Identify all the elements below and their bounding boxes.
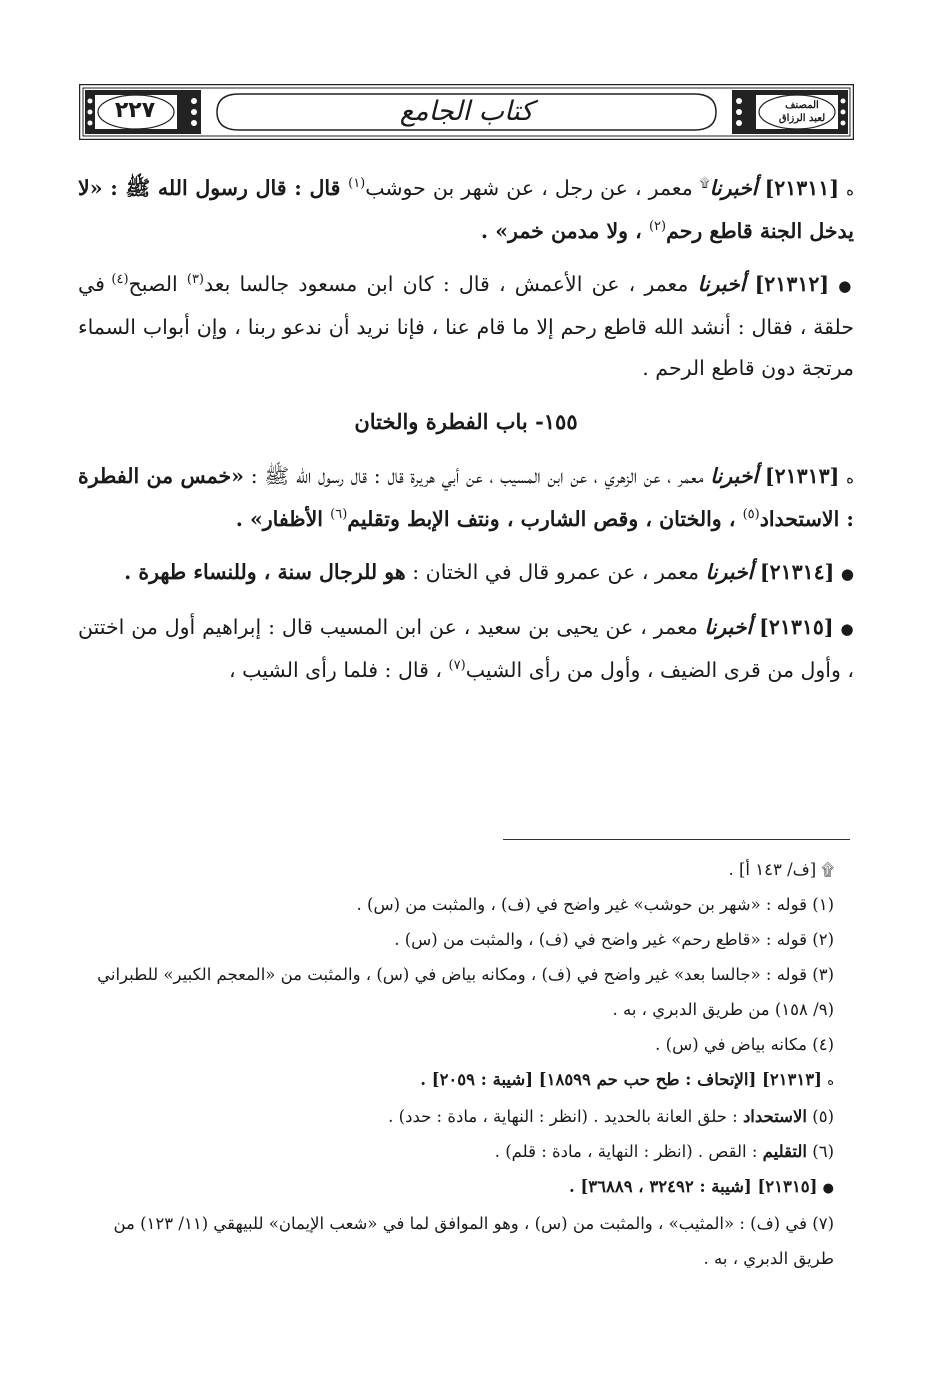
footnote-ref: (٥) [742, 507, 760, 523]
entry-marker: ه [827, 1074, 834, 1089]
manuscript-sign-note: ۩ [ف/ ١٤٣ أ] . [728, 860, 834, 879]
hadith-entry-21314 [78, 552, 854, 595]
hadith-number: [٢١٣١٤] [759, 560, 835, 584]
footnote-ref: (٧) [448, 658, 466, 674]
book-title: كتاب الجامع [399, 96, 534, 127]
hadith-number: [٢١٣١٥] [759, 615, 834, 639]
footnote-5 [78, 1099, 854, 1134]
entry-marker: ● [840, 620, 854, 638]
main-text [78, 168, 854, 703]
footnote-ref: (٦) [330, 507, 348, 523]
reference-text: [٢١٣١٣] [الإتحاف : طح حب حم ١٨٥٩٩] [شيبة : ٢٠٥٩] . [420, 1070, 822, 1089]
hadith-entry-21315 [78, 607, 854, 691]
footnote-text: : القص . (انظر : النهاية ، مادة : قلم) . [494, 1142, 763, 1161]
hadith-text: ، والختان ، وقص الشارب ، ونتف الإبط وتقليم [347, 507, 743, 531]
running-head [79, 84, 854, 140]
book-logo [767, 92, 837, 132]
footnote-7: (٧) في (ف) : «المثيب» ، والمثبت من (س) ، وهو الموافق لما في «شعب الإيمان» للبيهقي (١١/ ١٢٣) من طريق الدبري ، به . [113, 1214, 834, 1268]
footnote-ref: (٤) [111, 272, 129, 288]
hadith-entry-21311 [78, 168, 854, 252]
reference-21315 [78, 1169, 854, 1206]
hadith-entry-21313 [78, 456, 854, 540]
footnote-2: (٢) قوله : «قاطع رحم» غير واضح في (ف) ، والمثبت من (س) . [394, 930, 834, 949]
entry-marker: ● [838, 277, 854, 295]
footnote-divider [503, 839, 850, 840]
footnotes [78, 852, 854, 1276]
entry-text: الصبح [128, 272, 187, 296]
entry-text: معمر ، عن عمرو قال في الختان : [405, 560, 706, 584]
glossary-term: التقليم [762, 1142, 807, 1161]
entry-text: معمر ، عن يحيى بن سعيد ، عن ابن المسيب قال : إبراهيم أول من اختتن ، وأول من قرى الضيف ، وأول من رأى الشيب [78, 615, 854, 682]
akhbarana-label: أخبرنا [705, 560, 754, 584]
footnote-3: (٣) قوله : «جالسا بعد» غير واضح في (ف) ، ومكانه بياض في (س) ، والمثبت من «المعجم الكبير» للطبراني (٩/ ١٥٨) من طريق الدبري ، به . [97, 965, 834, 1019]
footnote-number: (٥) [812, 1107, 834, 1126]
entry-text: في حلقة ، فقال : أنشد الله قاطع رحم إلا ما قام عنا ، فإنا نريد أن ندعو ربنا ، وإن أبواب السماء مرتجة دون قاطع الرحم . [78, 272, 854, 380]
hadith-number: [٢١٣١٣] [764, 464, 840, 488]
footnote-6 [78, 1134, 854, 1169]
akhbarana-label: أخبرنا [709, 176, 758, 200]
footnote-1: (١) قوله : «شهر بن حوشب» غير واضح في (ف) ، والمثبت من (س) . [356, 895, 834, 914]
entry-marker: ه [846, 181, 854, 199]
akhbarana-label: أخبرنا [697, 272, 746, 296]
entry-text: قال : قال رسول الله ﷺ : «لا يدخل الجنة قاطع رحم [78, 176, 854, 243]
entry-marker: ه [846, 469, 854, 487]
entry-text: معمر ، عن الأعمش ، قال : كان ابن مسعود جالسا بعد [204, 272, 698, 296]
footnote-ref: (٣) [186, 272, 204, 288]
hadith-number: [٢١٣١١] [764, 176, 840, 200]
page-number: ٢٢٧ [114, 98, 156, 123]
footnote-4: (٤) مكانه بياض في (س) . [655, 1035, 834, 1054]
reference-text: [٢١٣١٥] [شيبة : ٣٢٤٩٢ ، ٣٦٨٨٩] . [568, 1177, 818, 1196]
glossary-term: الاستحداد [742, 1107, 807, 1126]
akhbarana-label: أخبرنا [704, 615, 753, 639]
hadith-text: الأظفار» . [235, 507, 331, 531]
hadith-text: «خمس من الفطرة : الاستحداد [78, 464, 854, 531]
logo-line-2: لعبد الرزاق [778, 113, 826, 124]
akhbarana-label: أخبرنا [710, 464, 759, 488]
footnote-ref: (١) [348, 176, 366, 192]
chapter-heading: ١٥٥- باب الفطرة والختان [354, 409, 578, 434]
manuscript-sign: ۩ [699, 176, 710, 192]
entry-text: ، قال : فلما رأى الشيب ، [228, 658, 449, 682]
hadith-text: هو للرجال سنة ، وللنساء طهرة . [124, 560, 406, 584]
entry-text: ، ولا مدمن خمر» . [480, 219, 649, 243]
hadith-entry-21312 [78, 264, 854, 389]
entry-text: معمر ، عن رجل ، عن شهر بن حوشب [365, 176, 700, 200]
footnote-number: (٦) [812, 1142, 834, 1161]
entry-text: معمر ، عن الزهري ، عن ابن المسيب ، عن أبي هريرة قال : قال رسول الله ﷺ : [244, 464, 711, 488]
entry-marker: ● [840, 565, 854, 583]
entry-marker: ● [822, 1181, 834, 1196]
reference-21313 [78, 1062, 854, 1099]
footnote-ref: (٢) [648, 219, 667, 235]
footnote-text: : حلق العانة بالحديد . (انظر : النهاية ، مادة : حدد) . [388, 1107, 743, 1126]
logo-line-1: المصنف [785, 100, 819, 111]
hadith-number: [٢١٣١٢] [754, 272, 830, 296]
